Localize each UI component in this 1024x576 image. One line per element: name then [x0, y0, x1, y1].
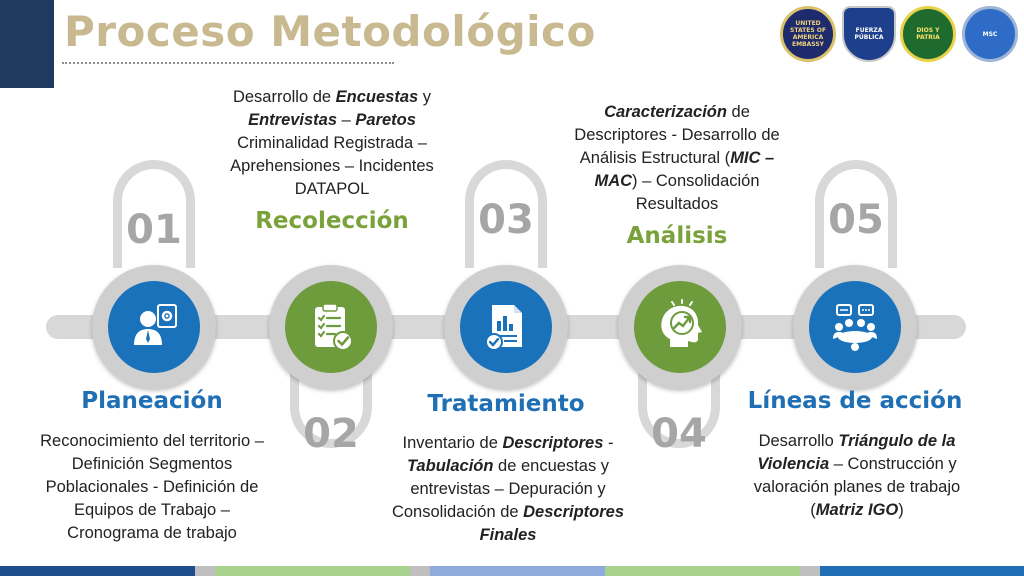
description-text: de Descriptores - Desarrollo de Análisis Estructural ( [574, 103, 780, 167]
step-1-label: Planeación [81, 388, 223, 414]
description-text: Inventario de [402, 434, 503, 452]
emphasis-text: Caracterización [604, 103, 727, 121]
step-1-icon-disc [108, 281, 200, 373]
emphasis-text: Triángulo de la Violencia [757, 432, 956, 473]
footer-segment [410, 566, 430, 576]
description-text: Criminalidad Registrada – Aprehensiones – Incidentes DATAPOL [230, 134, 434, 198]
step-2-icon-disc [285, 281, 377, 373]
step-2-label: Recolección [255, 208, 409, 234]
step-2-description [218, 86, 446, 201]
person-gear-icon [126, 299, 182, 355]
step-4-icon-ring [618, 265, 742, 389]
step-3-description [390, 432, 626, 547]
emphasis-text: MIC – MAC [594, 149, 775, 190]
report-check-icon [478, 299, 534, 355]
step-3-label: Tratamiento [427, 391, 585, 417]
embassy-seal-logo [780, 6, 836, 62]
step-1-number: 01 [126, 207, 182, 253]
step-5-number: 05 [828, 197, 884, 243]
description-text: de encuestas y entrevistas – Depuración y Consolidación de [391, 457, 610, 521]
emphasis-text: Descriptores [502, 434, 604, 452]
footer-segment [215, 566, 410, 576]
step-5-icon-disc [809, 281, 901, 373]
step-4-icon-disc [634, 281, 726, 373]
description-text: Desarrollo [758, 432, 839, 450]
footer-segment [0, 566, 195, 576]
description-text: Desarrollo de [232, 88, 336, 106]
logo-text: MSC [982, 30, 998, 38]
logo-text: FUERZA PÚBLICA [854, 27, 884, 41]
description-text: - [603, 434, 614, 452]
step-2-number: 02 [303, 411, 359, 457]
footer-segment [800, 566, 820, 576]
police-shield-logo [842, 6, 896, 62]
footer-segment [820, 566, 1024, 576]
step-3-number: 03 [478, 197, 534, 243]
step-4-label: Análisis [626, 223, 728, 249]
clipboard-check-icon [303, 299, 359, 355]
step-5-description [736, 430, 978, 522]
emphasis-text: Tabulación [406, 457, 494, 475]
police-emblem-logo [900, 6, 956, 62]
footer-segment [195, 566, 215, 576]
footer-segment [605, 566, 800, 576]
description-text: Reconocimiento del territorio – Definición Segmentos Poblacionales - Definición de Equipos de Trabajo – Cronograma de trabajo [40, 432, 264, 542]
head-growth-icon [652, 299, 708, 355]
step-4-description [560, 101, 794, 216]
title-underline [62, 62, 394, 64]
footer-bar [0, 566, 1024, 576]
emphasis-text: Entrevistas [248, 111, 338, 129]
step-5-icon-ring [793, 265, 917, 389]
corner-accent [0, 0, 54, 88]
description-text: ) – Consolidación Resultados [632, 172, 760, 213]
footer-segment [430, 566, 605, 576]
step-5-label: Líneas de acción [747, 388, 963, 414]
step-3-icon-disc [460, 281, 552, 373]
description-text: – Construcción y valoración planes de trabajo ( [753, 455, 961, 519]
description-text: – [337, 111, 356, 129]
emphasis-text: Paretos [355, 111, 416, 129]
description-text: ) [898, 501, 904, 519]
step-2-icon-ring [269, 265, 393, 389]
logo-text: UNITED STATES OF AMERICA EMBASSY [790, 20, 826, 48]
step-1-icon-ring [92, 265, 216, 389]
description-text: y [418, 88, 432, 106]
emphasis-text: Encuestas [335, 88, 419, 106]
step-3-icon-ring [444, 265, 568, 389]
step-4-number: 04 [651, 411, 707, 457]
team-meeting-icon [827, 299, 883, 355]
logo-text: DIOS Y PATRIA [916, 27, 940, 41]
page-title: Proceso Metodológico [64, 7, 596, 56]
agency-seal-logo [962, 6, 1018, 62]
emphasis-text: Matriz IGO [815, 501, 899, 519]
step-1-description [30, 430, 274, 545]
emphasis-text: Descriptores Finales [479, 503, 625, 544]
